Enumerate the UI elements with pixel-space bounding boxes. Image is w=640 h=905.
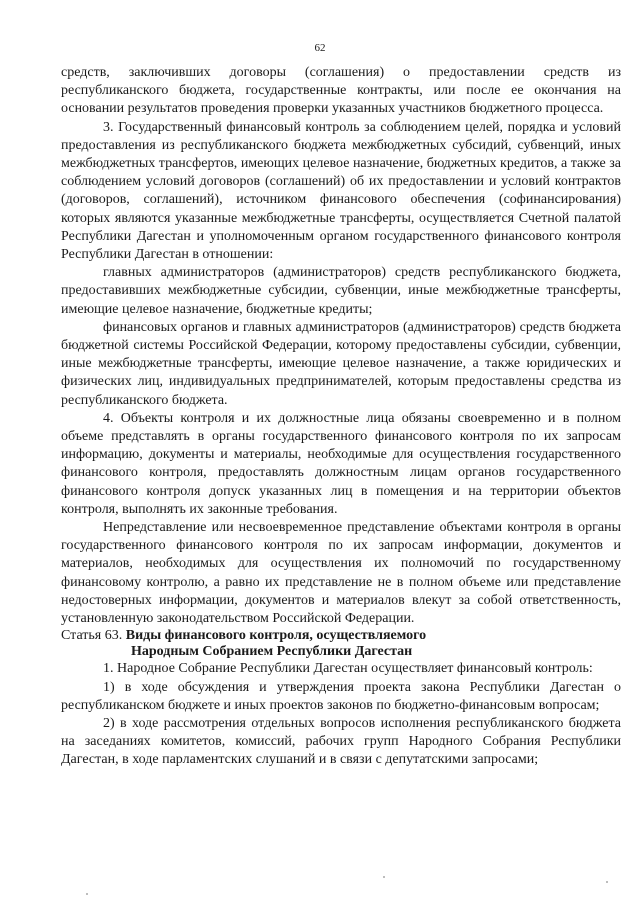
article-heading xyxy=(61,628,621,660)
paragraph-list-item-financial-bodies: финансовых органов и главных администраторов (администраторов) средств бюджета бюджетной системы Российской Федерации, которому предоставлены субсидии, субвенции, иные межбюджетные трансферты, имеющие целевое назначение, а также юридических и физических лиц, индивидуальных предпринимателей, которым предоставлены средства из республиканского бюджета. xyxy=(61,319,621,408)
scan-speck xyxy=(86,893,88,895)
paragraph-continuation: средств, заключивших договоры (соглашения) о предоставлении средств из республиканского бюджета, государственные контракты, или после ее окончания на основании результатов проведения проверки указанных участников бюджетного процесса. xyxy=(61,65,621,117)
document-body xyxy=(61,64,621,770)
page-number: 62 xyxy=(314,42,326,54)
paragraph-subclause-2: 2) в ходе рассмотрения отдельных вопросов исполнения республиканского бюджета на заседаниях комитетов, комиссий, рабочих групп Народного Собрания Республики Дагестан, в ходе парламентских слушаний и в связи с депутатскими запросами; xyxy=(61,715,621,768)
paragraph-non-submission: Непредставление или несвоевременное представление объектами контроля в органы государственного финансового контроля по их запросам информации, документов и материалов, необходимых для осуществления их полномочий по государственному финансовому контролю, а равно их представление не в полном объеме или представление недостоверных информации, документов и материалов влекут за собой ответственность, установленную законодательством Российской Федерации. xyxy=(61,520,621,627)
paragraph-list-item-administrators: главных администраторов (администраторов) средств республиканского бюджета, предоставивших межбюджетные субсидии, субвенции, иные межбюджетные трансферты, имеющие целевое назначение, бюджетные кредиты; xyxy=(61,265,621,317)
paragraph-article-63-clause-1: 1. Народное Собрание Республики Дагестан осуществляет финансовый контроль: xyxy=(103,661,593,677)
scan-speck xyxy=(606,881,608,883)
article-title-line-1: Виды финансового контроля, осуществляемого xyxy=(125,628,427,644)
paragraph-clause-3: 3. Государственный финансовый контроль за соблюдением целей, порядка и условий предоставления из республиканского бюджета межбюджетных субсидий, субвенций, иных межбюджетных трансфертов, имеющих целевое назначение, бюджетных кредитов, а также за соблюдением условий договоров (соглашений) об их предоставлении и условий контрактов (договоров, соглашений), источником финансового обеспечения (софинансирования) которых являются указанные межбюджетные трансферты, осуществляется Счетной палатой Республики Дагестан и уполномоченным органом государственного финансового контроля Республики Дагестан в отношении: xyxy=(61,119,621,263)
scan-speck xyxy=(383,876,385,878)
paragraph-subclause-1: 1) в ходе обсуждения и утверждения проекта закона Республики Дагестан о республиканском бюджете и иных проектов законов по бюджетно-финансовым вопросам; xyxy=(61,679,621,713)
paragraph-clause-4: 4. Объекты контроля и их должностные лица обязаны своевременно и в полном объеме представлять в органы государственного финансового контроля по их запросам информацию, документы и материалы, необходимые для осуществления государственного финансового контроля, предоставлять должностным лицам органов государственного финансового контроля допуск указанных лиц в помещения и на территории объектов контроля, выполнять их законные требования. xyxy=(61,410,621,517)
article-number: Статья 63. xyxy=(61,628,123,644)
article-title-line-2: Народным Собранием Республики Дагестан xyxy=(131,644,413,660)
